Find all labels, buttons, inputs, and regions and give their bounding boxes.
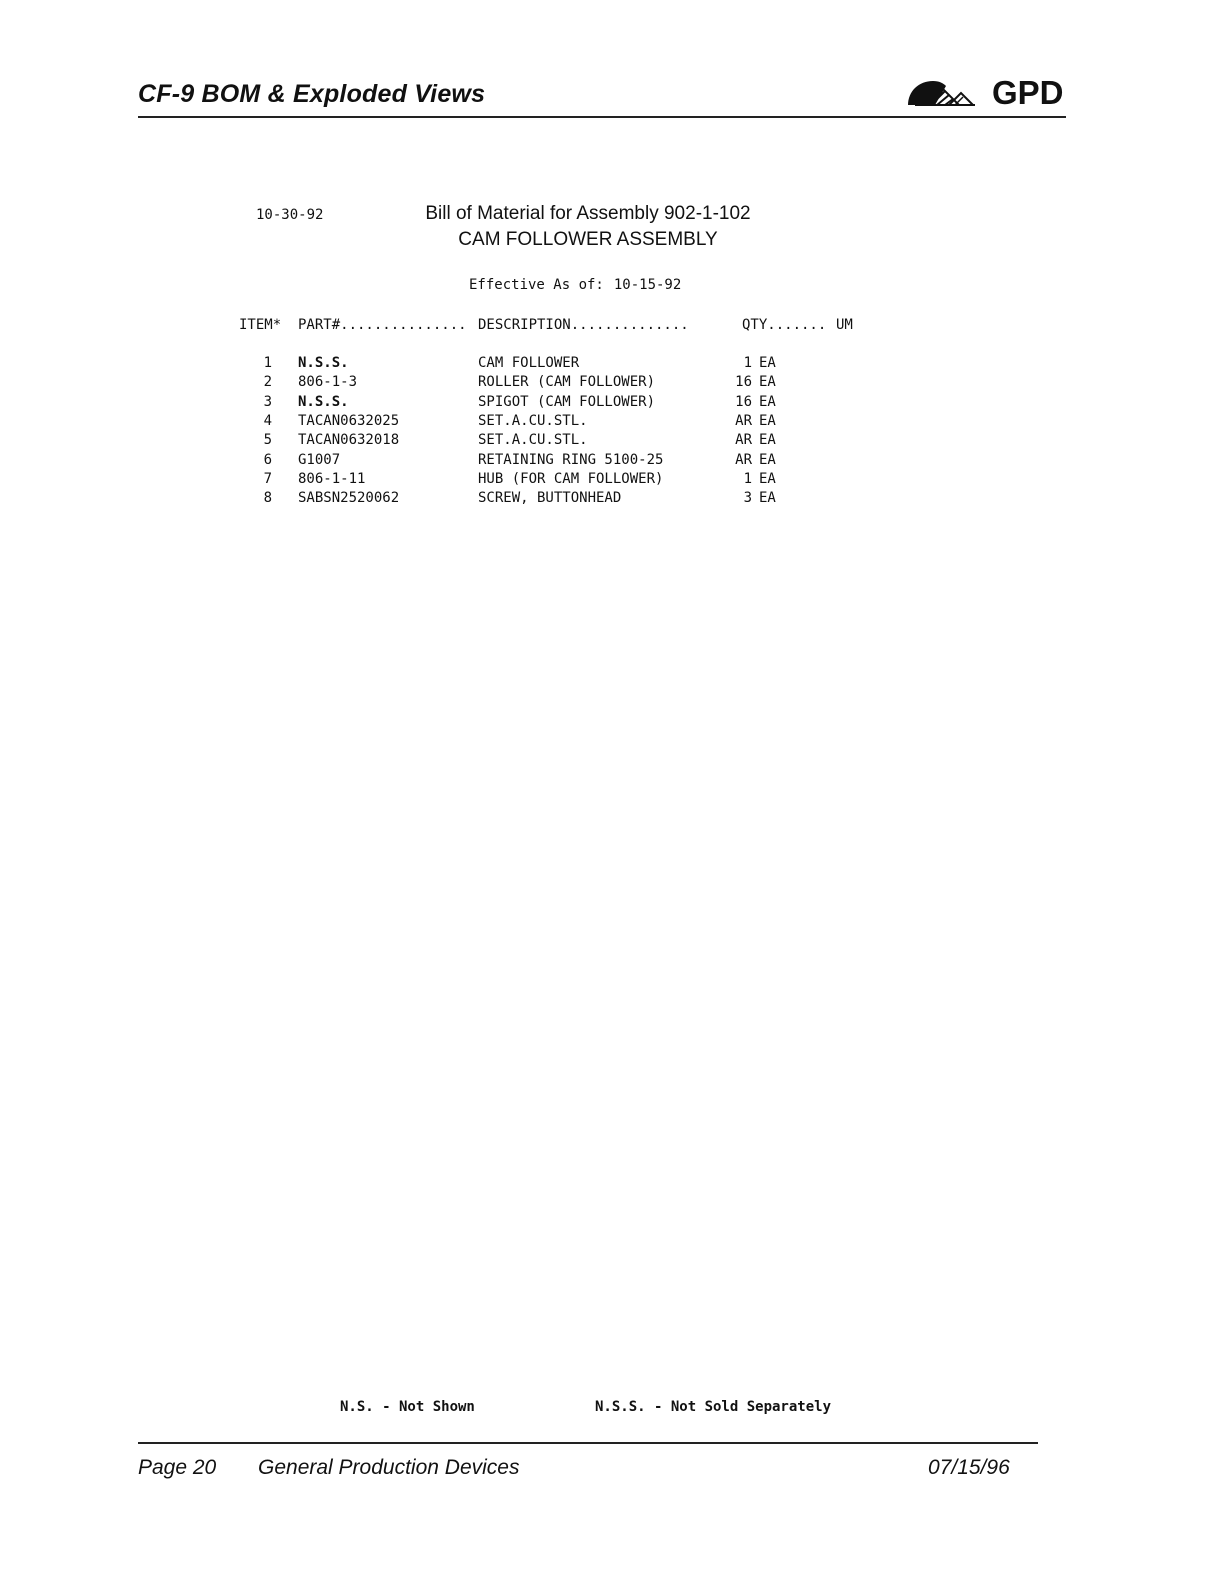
effective-date-line [469,277,681,293]
unit-of-measure: EA [759,413,776,429]
item-number: 7 [263,471,272,487]
quantity: AR [735,432,752,448]
part-description: SET.A.CU.STL. [478,432,588,448]
item-number: 4 [263,413,272,429]
column-header-description: DESCRIPTION.............. [478,317,689,333]
page-number: Page 20 [138,1456,217,1479]
document-title: CF-9 BOM & Exploded Views [138,80,486,108]
item-number: 3 [263,394,272,410]
quantity: 16 [735,394,752,410]
part-number: N.S.S. [298,394,349,410]
part-number: 806-1-11 [298,471,366,487]
bom-subtitle: CAM FOLLOWER ASSEMBLY [458,229,718,250]
quantity: 1 [743,471,752,487]
column-header-qty: QTY....... [742,317,827,333]
part-number: SABSN2520062 [298,490,400,506]
footer-divider [138,1442,1038,1444]
part-description: RETAINING RING 5100-25 [478,452,664,468]
part-number: TACAN0632025 [298,413,400,429]
part-number: G1007 [298,452,341,468]
column-header-um: UM [836,317,853,333]
part-description: CAM FOLLOWER [478,355,580,371]
column-header-part: PART#............... [298,317,467,333]
table-row [0,452,1224,471]
table-row [0,471,1224,490]
table-row [0,490,1224,509]
part-description: SCREW, BUTTONHEAD [478,490,622,506]
table-row [0,355,1224,374]
part-description: ROLLER (CAM FOLLOWER) [478,374,656,390]
note-not-shown: N.S. - Not Shown [340,1399,475,1415]
logo-text: GPD [992,74,1064,111]
unit-of-measure: EA [759,394,776,410]
footer-date: 07/15/96 [928,1456,1010,1479]
item-number: 6 [263,452,272,468]
column-header-item: ITEM* [239,317,282,333]
table-row [0,374,1224,393]
quantity: AR [735,413,752,429]
part-number: TACAN0632018 [298,432,400,448]
unit-of-measure: EA [759,374,776,390]
effective-label: Effective As of: [469,277,604,293]
unit-of-measure: EA [759,432,776,448]
quantity: 3 [743,490,752,506]
quantity: 16 [735,374,752,390]
quantity: 1 [743,355,752,371]
table-row [0,394,1224,413]
item-number: 8 [263,490,272,506]
part-number: N.S.S. [298,355,349,371]
unit-of-measure: EA [759,355,776,371]
item-number: 1 [263,355,272,371]
part-description: SPIGOT (CAM FOLLOWER) [478,394,656,410]
bom-title: Bill of Material for Assembly 902-1-102 [425,203,751,224]
item-number: 2 [263,374,272,390]
unit-of-measure: EA [759,490,776,506]
part-number: 806-1-3 [298,374,358,390]
part-description: HUB (FOR CAM FOLLOWER) [478,471,664,487]
note-not-sold-separately: N.S.S. - Not Sold Separately [595,1399,832,1415]
item-number: 5 [263,432,272,448]
unit-of-measure: EA [759,471,776,487]
effective-date: 10-15-92 [613,277,682,293]
table-row [0,413,1224,432]
table-row [0,432,1224,451]
company-name: General Production Devices [258,1456,520,1479]
quantity: AR [735,452,752,468]
unit-of-measure: EA [759,452,776,468]
part-description: SET.A.CU.STL. [478,413,588,429]
print-date: 10-30-92 [256,207,324,223]
header-divider [138,116,1066,118]
